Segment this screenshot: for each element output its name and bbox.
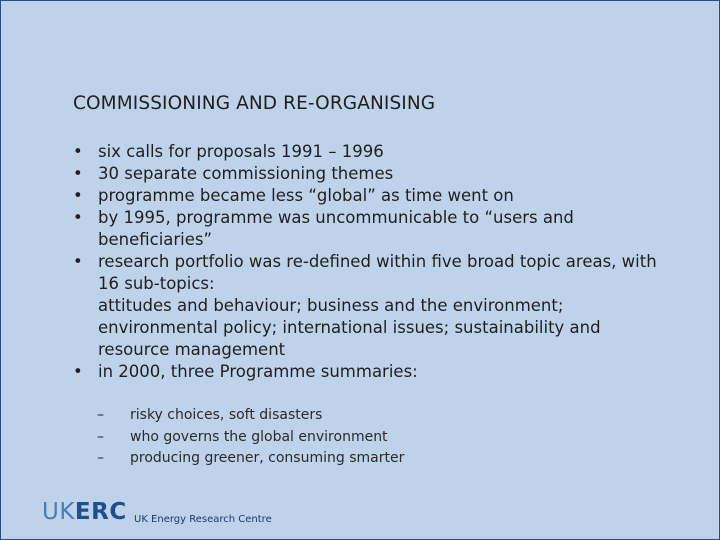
sub-text: risky choices, soft disasters: [130, 407, 323, 423]
bullet-marker: •: [73, 208, 83, 227]
sub-text: who governs the global environment: [130, 428, 388, 445]
bullet-text: 30 separate commissioning themes: [98, 164, 394, 183]
bullet-marker: •: [73, 252, 83, 271]
bullet-text: research portfolio was re-defined within five broad topic areas, with 16 sub-topics:: [98, 252, 657, 293]
bullet-list: [73, 141, 673, 383]
bullet-item: [73, 141, 673, 163]
sub-item: [97, 448, 404, 470]
ukerc-logo: [42, 499, 127, 525]
bullet-text: six calls for proposals 1991 – 1996: [98, 142, 384, 161]
bullet-marker: •: [73, 142, 83, 161]
bullet-marker: •: [73, 186, 83, 205]
bullet-item: [73, 207, 673, 251]
sub-marker: –: [97, 450, 104, 466]
bullet-marker: •: [73, 164, 83, 183]
sub-marker: –: [97, 407, 104, 423]
centre-name: UK Energy Research Centre: [134, 514, 272, 525]
bullet-marker: •: [73, 362, 83, 381]
bullet-text: programme became less “global” as time went on: [98, 186, 514, 205]
sub-item: [97, 427, 404, 449]
bullet-text: by 1995, programme was uncommunicable to “users and beneficiaries”: [98, 208, 574, 249]
bullet-item: [73, 185, 673, 207]
slide-title: COMMISSIONING AND RE-ORGANISING: [73, 93, 436, 114]
sub-text: producing greener, consuming smarter: [130, 450, 405, 466]
bullet-item: [73, 163, 673, 185]
bullet-item: [73, 251, 673, 295]
bullet-text: in 2000, three Programme summaries:: [98, 362, 418, 381]
logo-uk: UK: [42, 499, 75, 525]
bullet-continuation: [73, 295, 673, 361]
sub-marker: –: [97, 428, 104, 445]
bullet-item: [73, 361, 673, 383]
sub-item: [97, 405, 404, 427]
sub-list: [97, 405, 404, 470]
logo-erc: ERC: [74, 499, 127, 525]
bullet-text: attitudes and behaviour; business and the environment; environmental policy; international issues; sustainability and resource management: [98, 296, 601, 359]
